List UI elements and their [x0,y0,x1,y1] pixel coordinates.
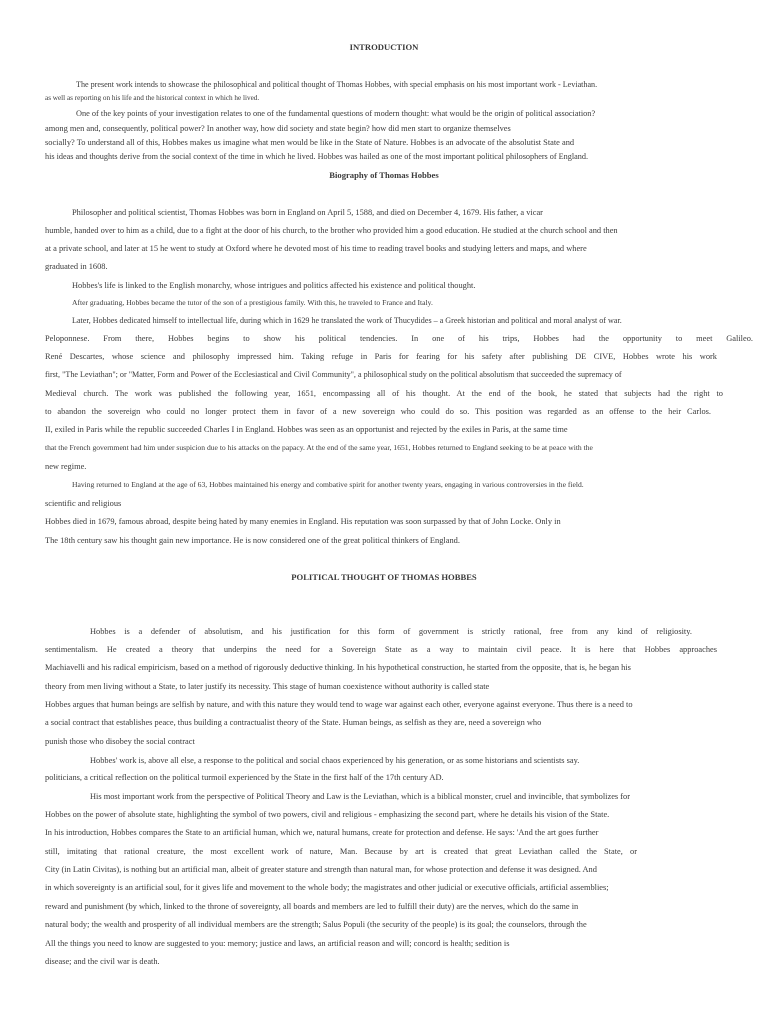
political-line: a social contract that establishes peace, thus building a contractualist theory of the State. Human beings, as selfish as they are, need a sovereign who [45,718,542,727]
biography-line: new regime. [45,462,87,471]
political-line: Hobbes is a defender of absolutism, and his justification for this form of government is strictly rational, free from any kind of religiosity. [90,627,692,636]
biography-line: Having returned to England at the age of 63, Hobbes maintained his energy and combative spirit for another twenty years, engaging in various controversies in the field. [72,480,584,489]
political-line: Machiavelli and his radical empiricism, based on a method of rigorously deductive thinking. In his hypothetical construction, he started from the opposite, that is, he began his [45,663,631,672]
biography-line: Hobbes's life is linked to the English monarchy, whose intrigues and politics affected his existence and political thought. [72,281,476,290]
political-line: disease; and the civil war is death. [45,957,160,966]
biography-line: to abandon the sovereign who could no longer protect them in favor of a new sovereign who could do so. This position was regarded as an offense to the heir Carlos. [45,407,711,416]
political-line: politicians, a critical reflection on the political turmoil experienced by the State in the first half of the 17th century AD. [45,773,444,782]
political-line: natural body; the wealth and prosperity of all individual members are the strength; Salus Populi (the security of the people) is its goal; the counselors, through the [45,920,587,929]
political-thought-heading: POLITICAL THOUGHT OF THOMAS HOBBES [291,572,477,582]
political-line: punish those who disobey the social contract [45,737,195,746]
political-line: reward and punishment (by which, linked to the throne of sovereignty, all boards and members are led to fulfill their duty) are the nerves, which do the same in [45,902,579,911]
biography-line: at a private school, and later at 15 he went to study at Oxford where he devoted most of his time to reading travel books and studying letters and maps, and where [45,244,587,253]
biography-line: Medieval church. The work was published the following year, 1651, encompassing all of his thought. At the end of the book, he stated that subjects had the right to [45,389,723,398]
biography-heading: Biography of Thomas Hobbes [329,170,439,180]
biography-line: first, "The Leviathan"; or "Matter, Form and Power of the Ecclesiastical and Civil Community", a philosophical study on the political absolutism that succeeded the supremacy of [45,370,622,379]
biography-line: scientific and religious [45,499,122,508]
political-line: Hobbes' work is, above all else, a response to the political and social chaos experienced by his generation, or as some historians and scientists say. [90,756,580,765]
political-line: Hobbes on the power of absolute state, highlighting the symbol of two powers, civil and religious - emphasizing the second part, where he details his vision of the State. [45,810,610,819]
biography-line: Philosopher and political scientist, Thomas Hobbes was born in England on April 5, 1588, and died on December 4, 1679. His father, a vicar [72,208,543,217]
biography-line: René Descartes, whose science and philosophy impressed him. Taking refuge in Paris for fearing for his safety after publishing DE CIVE, Hobbes wrote his work [45,352,717,361]
intro-line: among men and, consequently, political power? In another way, how did society and state begin? how did men start to organize themselves [45,124,511,133]
biography-line: Later, Hobbes dedicated himself to intellectual life, during which in 1629 he translated the work of Thucydides – a Greek historian and political and moral analyst of war. [72,316,622,325]
intro-line: as well as reporting on his life and the historical context in which he lived. [45,94,260,102]
biography-line: Peloponnese. From there, Hobbes begins to show his political tendencies. In one of his trips, Hobbes had the opportunity to meet Galileo. [45,334,753,343]
biography-line: humble, handed over to him as a child, due to a fight at the door of his church, to the brother who provided him a good education. He studied at the church school and then [45,226,618,235]
intro-line: his ideas and thoughts derive from the social context of the time in which he lived. Hobbes was hailed as one of the most important political philosophers of England. [45,152,588,161]
intro-line: The present work intends to showcase the philosophical and political thought of Thomas Hobbes, with special emphasis on his most important work - Leviathan. [76,80,598,89]
political-line: Hobbes argues that human beings are selfish by nature, and with this nature they would tend to wage war against each other, everyone against everyone. Thus there is a need to [45,700,633,709]
political-line: In his introduction, Hobbes compares the State to an artificial human, which we, natural humans, create for protection and defense. He says: 'And the art goes further [45,828,599,837]
biography-line: After graduating, Hobbes became the tutor of the son of a prestigious family. With this, he traveled to France and Italy. [72,298,433,307]
political-line: All the things you need to know are suggested to you: memory; justice and laws, an artificial reason and will; concord is health; sedition is [45,939,510,948]
political-line: still, imitating that rational creature, the most excellent work of nature, Man. Because by art is created that great Leviathan called the State, or [45,847,637,856]
biography-line: Hobbes died in 1679, famous abroad, despite being hated by many enemies in England. His reputation was soon surpassed by that of John Locke. Only in [45,517,561,526]
biography-line: II, exiled in Paris while the republic succeeded Charles I in England. Hobbes was seen as an opportunist and rejected by the exiles in Paris, at the same time [45,425,568,434]
intro-line: One of the key points of your investigation relates to one of the fundamental questions of modern thought: what would be the origin of political association? [76,109,596,118]
biography-line: graduated in 1608. [45,262,108,271]
political-line: in which sovereignty is an artificial soul, for it gives life and movement to the whole body; the magistrates and other judicial or executive officials, artificial assemblies; [45,883,609,892]
biography-line: The 18th century saw his thought gain new importance. He is now considered one of the great political thinkers of England. [45,536,460,545]
political-line: His most important work from the perspective of Political Theory and Law is the Leviathan, which is a biblical monster, cruel and invincible, that symbolizes for [90,792,631,801]
political-line: City (in Latin Civitas), is nothing but an artificial man, albeit of greater stature and strength than natural man, for whose protection and defense it was designed. And [45,865,597,874]
intro-line: socially? To understand all of this, Hobbes makes us imagine what men would be like in the State of Nature. Hobbes is an advocate of the absolutist State and [45,138,575,147]
introduction-heading: INTRODUCTION [349,42,419,52]
biography-line: that the French government had him under suspicion due to his attacks on the papacy. At the end of the same year, 1651, Hobbes returned to England seeking to be at peace with the [45,443,593,452]
political-line: sentimentalism. He created a theory that underpins the need for a Sovereign State as a way to maintain civil peace. It is here that Hobbes approaches [45,645,717,654]
political-line: theory from men living without a State, to later justify its necessity. This stage of human coexistence without authority is called state [45,682,490,691]
